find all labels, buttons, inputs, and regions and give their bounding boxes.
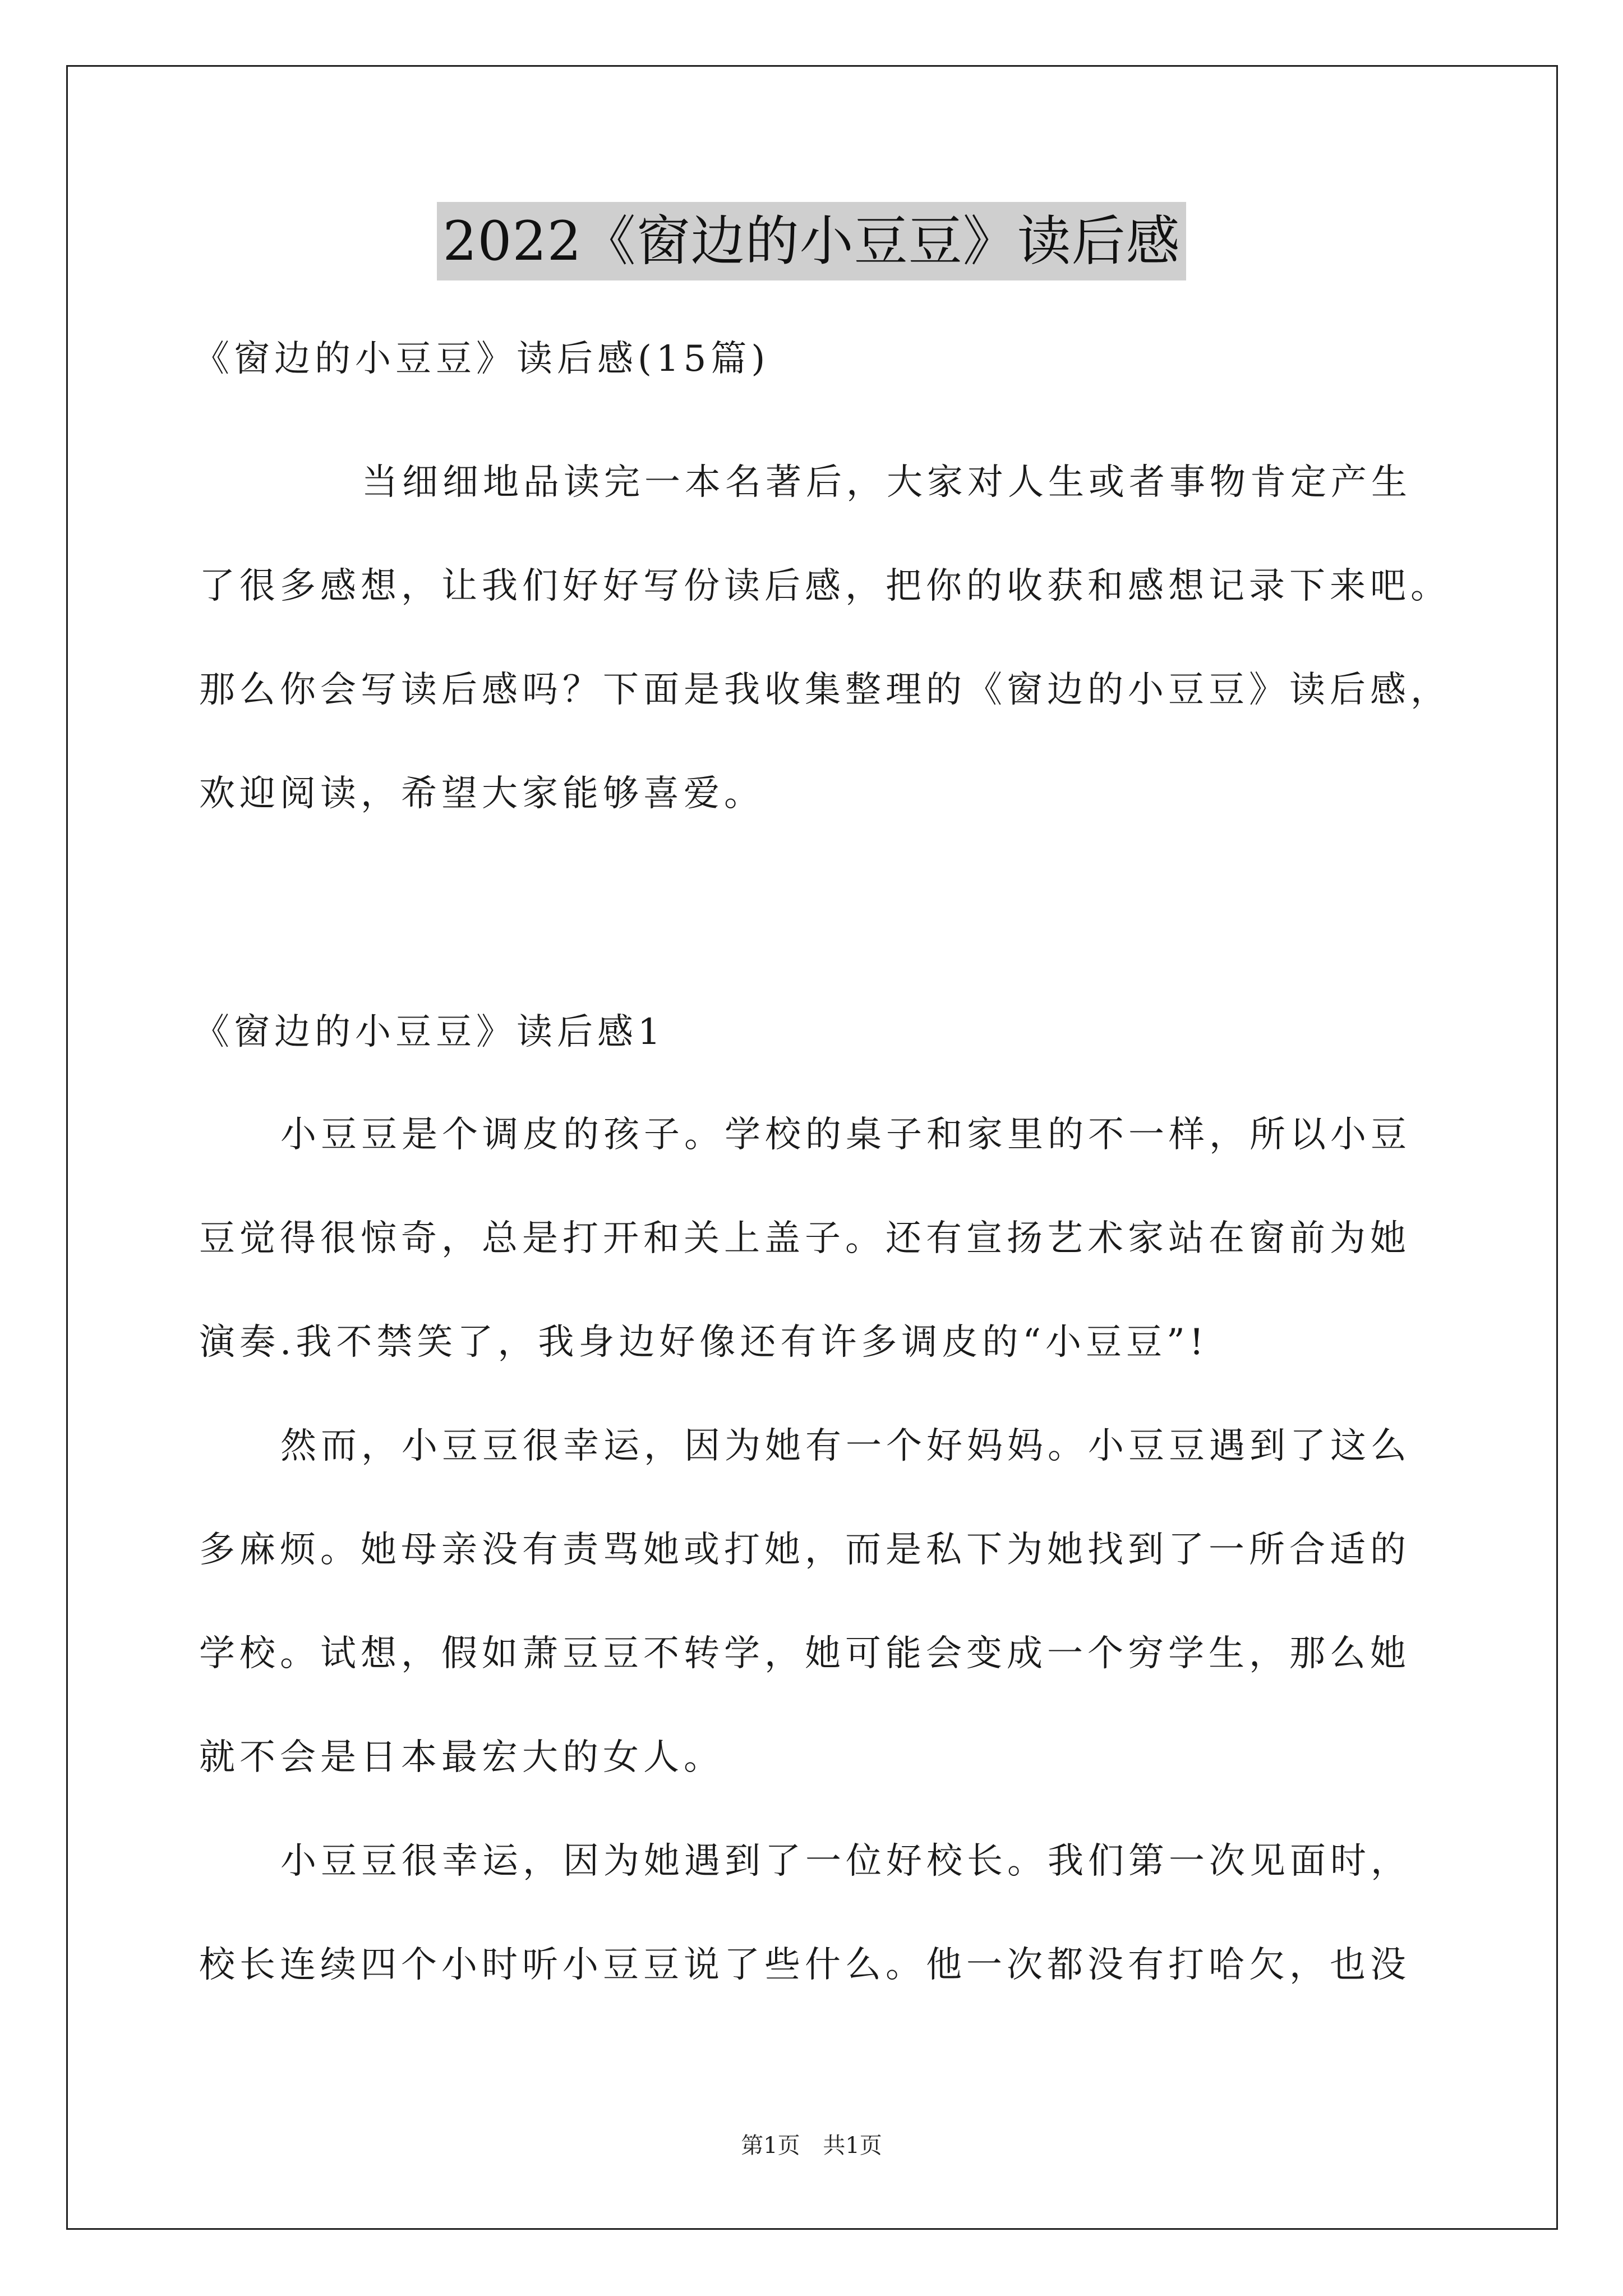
- intro-line: 当细细地品读完一本名著后，大家对人生或者事物肯定产生: [362, 462, 1412, 503]
- paragraph-line: 小豆豆很幸运，因为她遇到了一位好校长。我们第一次见面时，: [280, 1841, 1411, 1882]
- paragraph-line: 小豆豆是个调皮的孩子。学校的桌子和家里的不一样，所以小豆: [280, 1114, 1411, 1156]
- intro-line: 了很多感想，让我们好好写份读后感，把你的收获和感想记录下来吧。: [199, 565, 1451, 607]
- intro-line: 欢迎阅读，希望大家能够喜爱。: [199, 773, 764, 815]
- paragraph-line: 多麻烦。她母亲没有责骂她或打她，而是私下为她找到了一所合适的: [199, 1529, 1410, 1571]
- document-subtitle: 《窗边的小豆豆》读后感(15篇): [193, 338, 770, 380]
- paragraph-line: 校长连续四个小时听小豆豆说了些什么。他一次都没有打哈欠，也没: [199, 1944, 1410, 1986]
- paragraph-line: 就不会是日本最宏大的女人。: [199, 1737, 724, 1778]
- page-number-current: 第1页: [741, 2133, 800, 2159]
- paragraph-line: 演奏.我不禁笑了，我身边好像还有许多调皮的“小豆豆”!: [199, 1322, 1209, 1363]
- title-container: [0, 202, 1623, 280]
- paragraph-line: 学校。试想，假如萧豆豆不转学，她可能会变成一个穷学生，那么她: [199, 1633, 1410, 1674]
- document-title: 2022《窗边的小豆豆》读后感: [437, 202, 1186, 280]
- page-footer: [0, 2132, 1623, 2160]
- page-number-total: 共1页: [823, 2133, 882, 2159]
- section-heading: 《窗边的小豆豆》读后感1: [193, 1011, 665, 1053]
- intro-line: 那么你会写读后感吗？下面是我收集整理的《窗边的小豆豆》读后感，: [199, 669, 1451, 711]
- paragraph-line: 然而，小豆豆很幸运，因为她有一个好妈妈。小豆豆遇到了这么: [280, 1425, 1411, 1467]
- paragraph-line: 豆觉得很惊奇，总是打开和关上盖子。还有宣扬艺术家站在窗前为她: [199, 1218, 1410, 1259]
